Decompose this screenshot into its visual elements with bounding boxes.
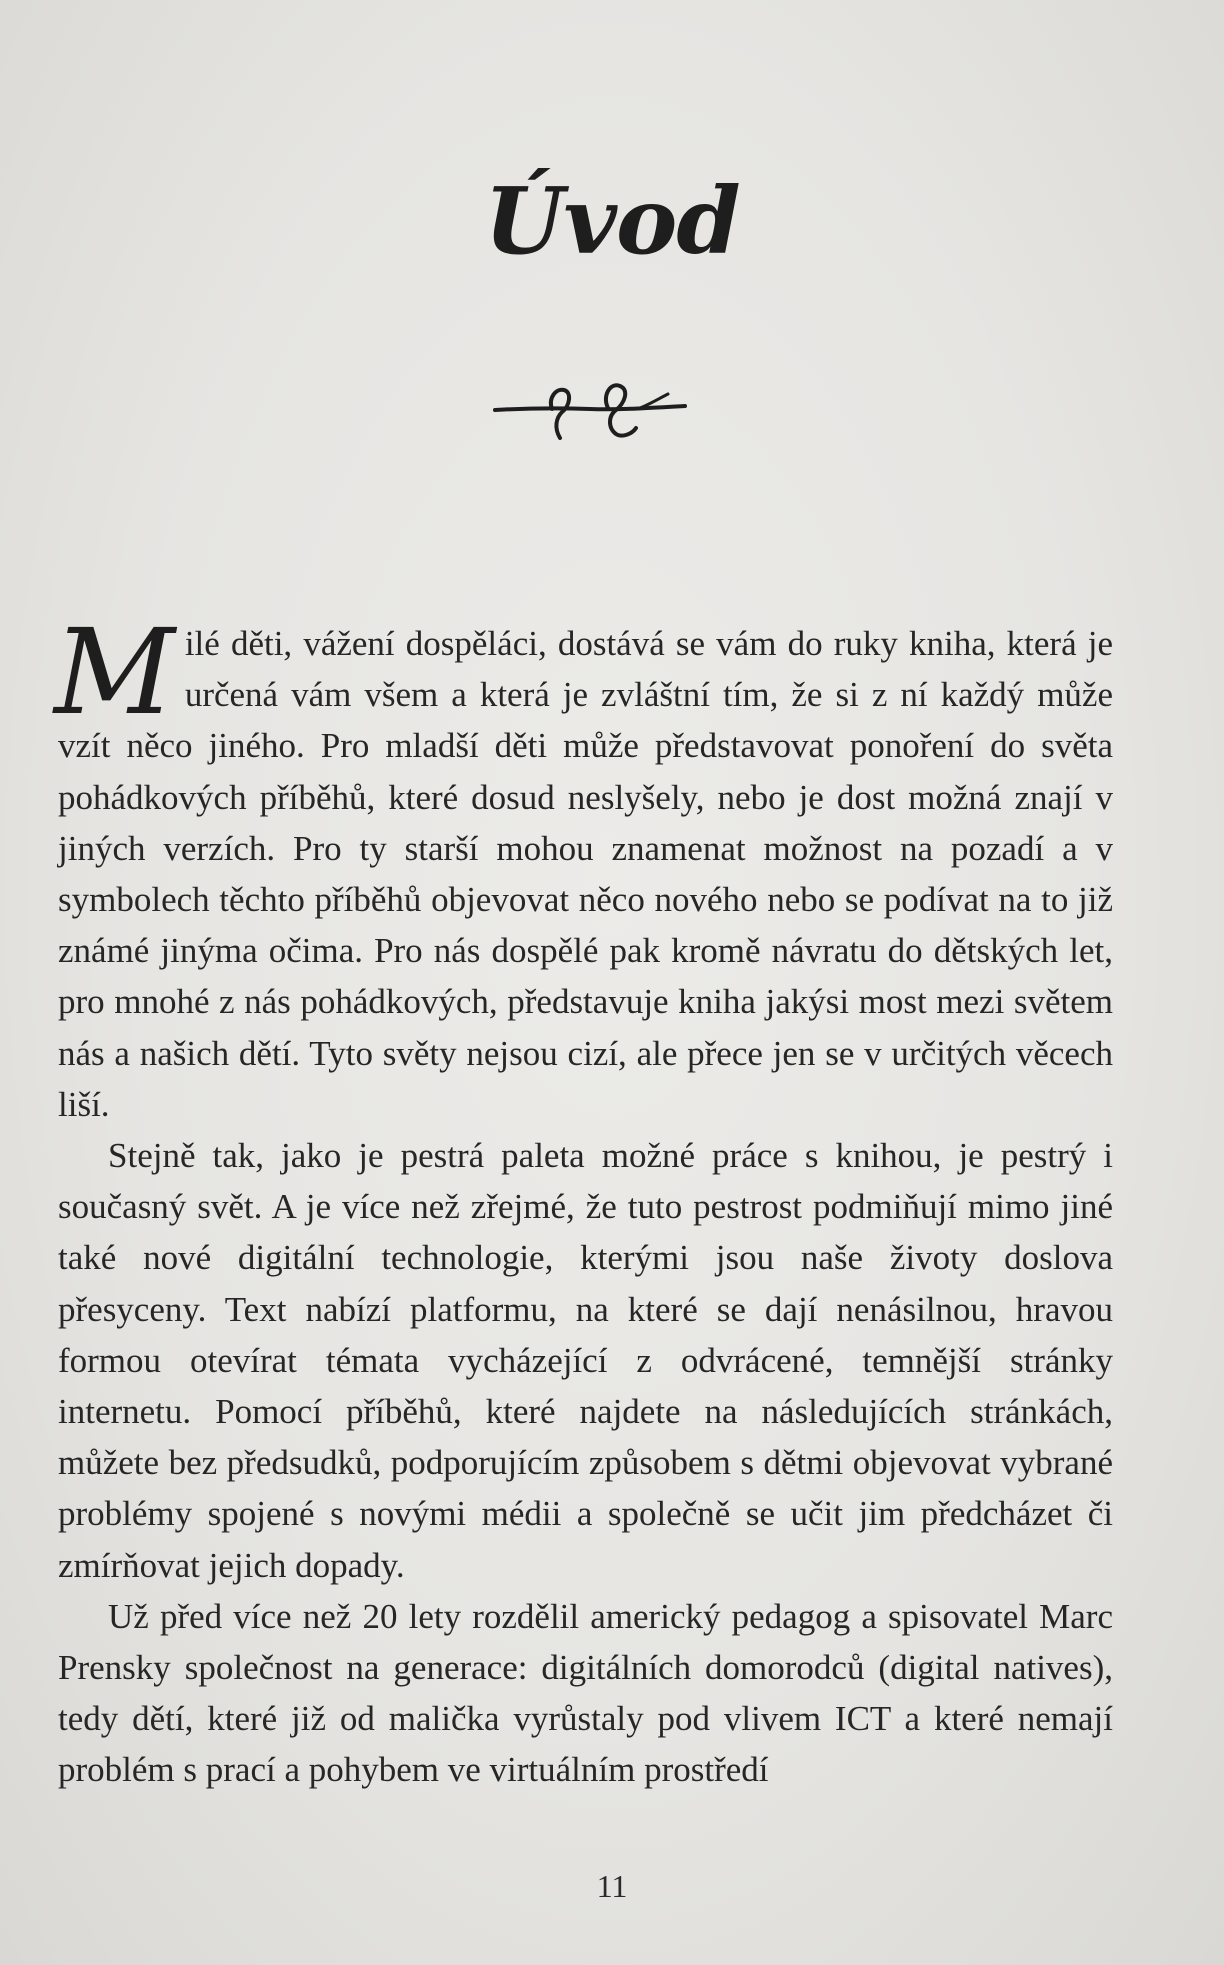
leaf-flourish-icon <box>490 368 690 448</box>
drop-cap: M <box>54 603 175 741</box>
paragraph-1-text: ilé děti, vážení dospěláci, dostává se vám do ruky kniha, která je určená vám všem a která je zvláštní tím, že si z ní každý může vzít něco jiného. Pro mladší děti může představovat ponoření do světa pohádkových příběhů, které dosud neslyšely, nebo je dost možná znají v jiných verzích. Pro ty starší mohou znamenat možnost na pozadí a v symbolech těchto příběhů objevovat něco nového nebo se podívat na to již známé jinýma očima. Pro nás dospělé pak kromě návratu do dětských let, pro mnohé z nás pohádkových, představuje kniha jakýsi most mezi světem nás a našich dětí. Tyto světy nejsou cizí, ale přece jen se v určitých věcech liší. <box>58 624 1113 1124</box>
paragraph-2: Stejně tak, jako je pestrá paleta možné práce s knihou, je pestrý i současný svět. A je více než zřejmé, že tuto pestrost podmiňují mimo jiné také nové digitální technologie, kterými jsou naše životy doslova přesyceny. Text nabízí platformu, na které se dají nenásilnou, hravou formou otevírat témata vycházející z odvrácené, temnější stránky internetu. Pomocí příběhů, které najdete na následujících stránkách, můžete bez předsudků, podporujícím způsobem s dětmi objevovat vybrané problémy spojené s novými médii a společně se učit jim předcházet či zmírňovat jejich dopady. <box>58 1136 1113 1585</box>
chapter-title: Úvod <box>484 167 740 275</box>
paragraph-3: Už před více než 20 lety rozdělil americký pedagog a spisovatel Marc Prensky společnost na generace: digitálních domorodců (digital natives), tedy dětí, které již od malička vyrůstaly pod vlivem ICT a které nemají problém s prací a pohybem ve virtuálním prostředí <box>58 1596 1113 1790</box>
chapter-body <box>54 603 1113 1796</box>
paragraph-1 <box>54 603 1113 1130</box>
page-number: 11 <box>596 1868 628 1904</box>
